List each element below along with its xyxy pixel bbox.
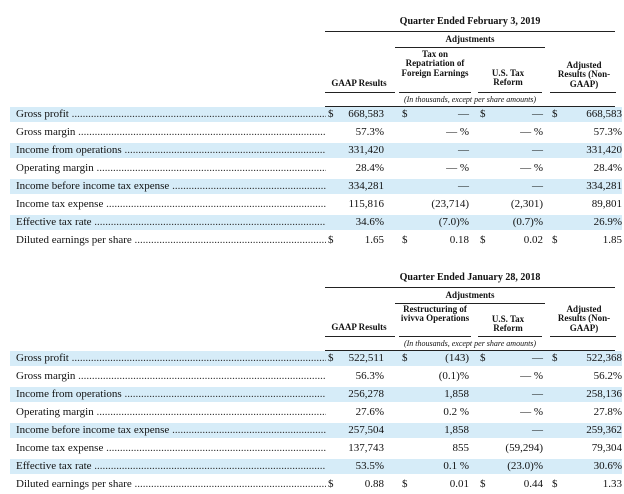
row-label: Operating margin ..... <box>16 405 326 420</box>
adj1-value: (7.0)% <box>438 216 469 228</box>
gaap-value: 115,816 <box>348 198 384 210</box>
row-label: Diluted earnings per share ..... <box>16 233 326 248</box>
table-q4-2018 <box>0 246 624 494</box>
adj1-value: (143) <box>445 352 469 364</box>
table-row <box>10 107 622 122</box>
row-label: Income before income tax expense ..... <box>16 423 326 438</box>
adjusted-value: 331,420 <box>586 144 622 156</box>
adjusted-value: 258,136 <box>586 388 622 400</box>
adj2-value: — <box>532 144 543 156</box>
gaap-value: 334,281 <box>348 180 384 192</box>
adjusted-currency: $ <box>552 478 558 490</box>
col-adj2-header: U.S. Tax Reform <box>491 314 525 334</box>
col-adj2-header: U.S. Tax Reform <box>491 68 525 88</box>
adj2-value: 0.02 <box>523 234 543 246</box>
adj2-currency: $ <box>480 234 486 246</box>
row-label: Income tax expense ..... <box>16 197 326 212</box>
adj1-value: (23,714) <box>431 198 469 210</box>
row-label: Gross margin ..... <box>16 125 326 140</box>
gaap-currency: $ <box>328 234 334 246</box>
gaap-value: 57.3% <box>355 126 384 138</box>
period-title: Quarter Ended February 3, 2019 <box>399 16 541 27</box>
units-note: (In thousands, except per share amounts) <box>403 95 537 104</box>
adj1-value: 1,858 <box>444 424 469 436</box>
adjusted-value: 334,281 <box>586 180 622 192</box>
col-gaap-header: GAAP Results <box>331 322 387 332</box>
gaap-currency: $ <box>328 352 334 364</box>
adj1-value: 0.1 % <box>443 460 469 472</box>
gaap-value: 56.3% <box>355 370 384 382</box>
table-row <box>10 441 622 456</box>
adj2-value: (23.0)% <box>507 460 543 472</box>
adj1-value: 1,858 <box>444 388 469 400</box>
adj1-currency: $ <box>402 108 408 120</box>
adj2-value: — <box>532 388 543 400</box>
adj2-value: (2,301) <box>510 198 543 210</box>
adj1-value: — % <box>446 162 469 174</box>
gaap-value: 522,511 <box>348 352 384 364</box>
adj1-value: 0.18 <box>449 234 469 246</box>
adjusted-value: 1.85 <box>602 234 622 246</box>
row-label: Gross margin ..... <box>16 369 326 384</box>
adj1-value: — % <box>446 126 469 138</box>
gaap-currency: $ <box>328 108 334 120</box>
row-label: Diluted earnings per share ..... <box>16 477 326 492</box>
table-row <box>10 423 622 438</box>
adj2-value: — % <box>520 370 543 382</box>
table-row <box>10 477 622 492</box>
adjusted-currency: $ <box>552 108 558 120</box>
table-row <box>10 351 622 366</box>
table-row <box>10 369 622 384</box>
adj1-value: — <box>458 108 469 120</box>
row-label: Effective tax rate ..... <box>16 459 326 474</box>
adjustments-label: Adjustments <box>445 290 495 300</box>
row-label: Gross profit ..... <box>16 107 326 122</box>
gaap-value: 34.6% <box>355 216 384 228</box>
adjusted-value: 668,583 <box>586 108 622 120</box>
gaap-value: 668,583 <box>348 108 384 120</box>
adjusted-value: 27.8% <box>593 406 622 418</box>
adj2-currency: $ <box>480 352 486 364</box>
adj2-value: — % <box>520 406 543 418</box>
adj1-currency: $ <box>402 234 408 246</box>
gaap-value: 1.65 <box>364 234 384 246</box>
gaap-value: 27.6% <box>355 406 384 418</box>
col-adjusted-header: Adjusted Results (Non-GAAP) <box>557 304 611 333</box>
adj2-value: (0.7)% <box>512 216 543 228</box>
table-row <box>10 387 622 402</box>
adjusted-value: 26.9% <box>593 216 622 228</box>
adj2-value: — <box>532 180 543 192</box>
row-label: Income tax expense ..... <box>16 441 326 456</box>
adj1-value: 0.01 <box>449 478 469 490</box>
col-adj1-header: Restructuring of ivivva Operations <box>400 304 470 324</box>
adj2-value: — % <box>520 126 543 138</box>
adjusted-value: 259,362 <box>586 424 622 436</box>
row-label: Income before income tax expense ..... <box>16 179 326 194</box>
adjusted-value: 79,304 <box>591 442 622 454</box>
period-title: Quarter Ended January 28, 2018 <box>399 272 541 283</box>
row-label: Gross profit ..... <box>16 351 326 366</box>
adjusted-value: 28.4% <box>593 162 622 174</box>
units-note: (In thousands, except per share amounts) <box>403 339 537 348</box>
table-row <box>10 197 622 212</box>
adj2-currency: $ <box>480 108 486 120</box>
row-label: Income from operations ..... <box>16 387 326 402</box>
gaap-value: 137,743 <box>348 442 384 454</box>
adj1-currency: $ <box>402 478 408 490</box>
gaap-value: 0.88 <box>364 478 384 490</box>
table-row <box>10 215 622 230</box>
adjustments-label: Adjustments <box>445 34 495 44</box>
adj2-value: — % <box>520 162 543 174</box>
adj2-value: — <box>532 108 543 120</box>
table-row <box>10 143 622 158</box>
table-row <box>10 459 622 474</box>
gaap-value: 256,278 <box>348 388 384 400</box>
adjusted-currency: $ <box>552 234 558 246</box>
adjusted-value: 89,801 <box>591 198 622 210</box>
table-row <box>10 405 622 420</box>
row-label: Effective tax rate ..... <box>16 215 326 230</box>
adj2-value: — <box>532 352 543 364</box>
adjusted-currency: $ <box>552 352 558 364</box>
table-row <box>10 161 622 176</box>
gaap-currency: $ <box>328 478 334 490</box>
adj1-value: — <box>458 144 469 156</box>
table-row <box>10 125 622 140</box>
adj2-value: 0.44 <box>523 478 543 490</box>
adjusted-value: 56.2% <box>593 370 622 382</box>
gaap-value: 257,504 <box>348 424 384 436</box>
adj2-value: — <box>532 424 543 436</box>
adjusted-value: 30.6% <box>593 460 622 472</box>
adj2-currency: $ <box>480 478 486 490</box>
adjusted-value: 1.33 <box>602 478 622 490</box>
adj1-value: (0.1)% <box>438 370 469 382</box>
adj2-value: (59,294) <box>505 442 543 454</box>
gaap-value: 53.5% <box>355 460 384 472</box>
row-label: Income from operations ..... <box>16 143 326 158</box>
row-label: Operating margin ..... <box>16 161 326 176</box>
gaap-value: 28.4% <box>355 162 384 174</box>
col-adjusted-header: Adjusted Results (Non-GAAP) <box>557 60 611 89</box>
adjusted-value: 522,368 <box>586 352 622 364</box>
col-adj1-header: Tax on Repatriation of Foreign Earnings <box>401 49 469 78</box>
gaap-value: 331,420 <box>348 144 384 156</box>
adj1-value: — <box>458 180 469 192</box>
col-gaap-header: GAAP Results <box>331 78 387 88</box>
adj1-currency: $ <box>402 352 408 364</box>
adj1-value: 855 <box>452 442 469 454</box>
table-row <box>10 179 622 194</box>
adjusted-value: 57.3% <box>593 126 622 138</box>
adj1-value: 0.2 % <box>443 406 469 418</box>
